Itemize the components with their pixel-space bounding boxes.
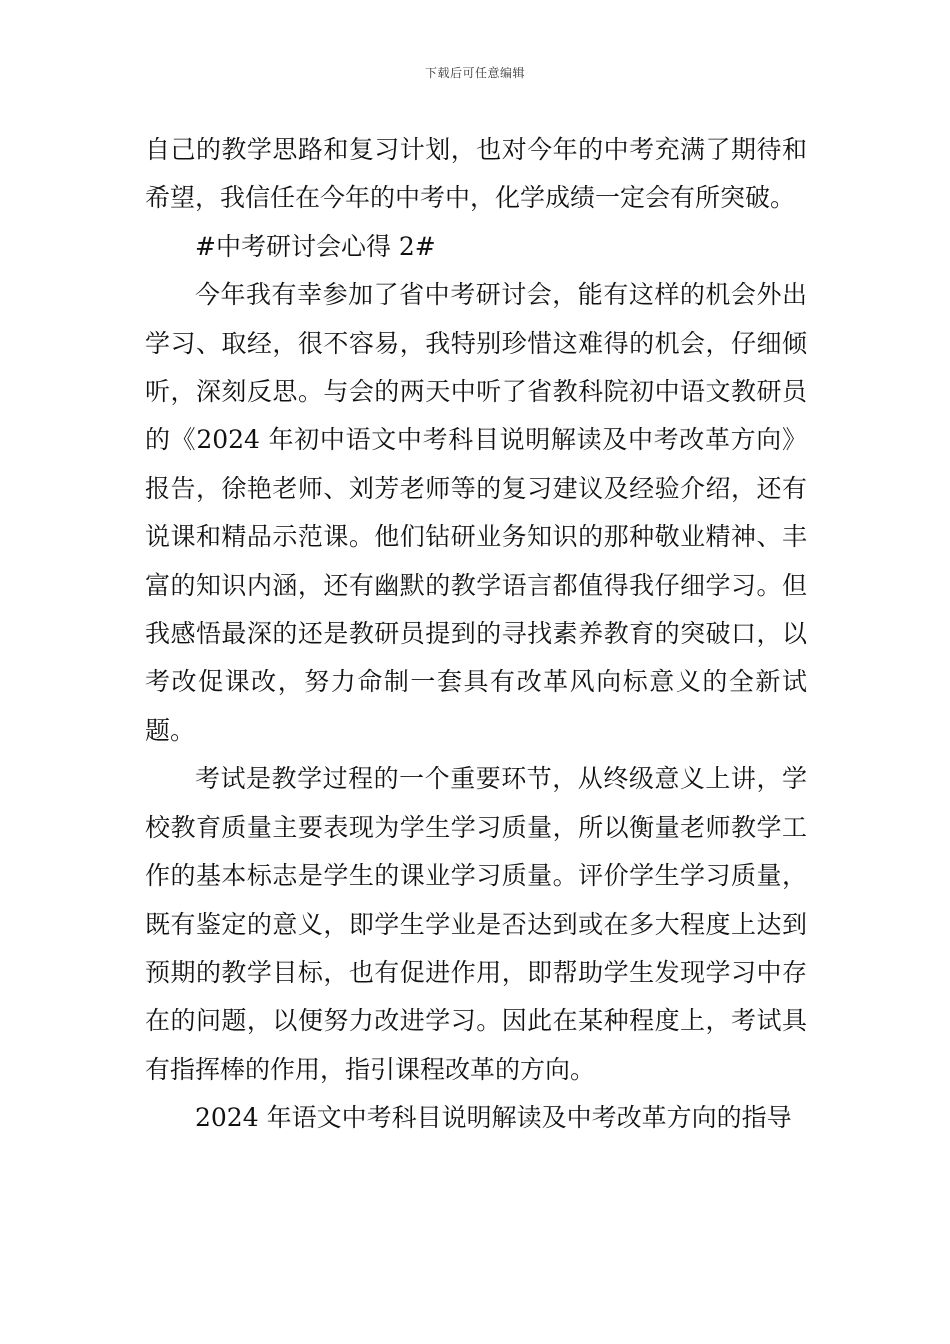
text-line: 和希望，我信任在今年的中考中，化学成绩一定会有所突 [145,135,807,213]
text-line: 方向》报告，徐艳老师、刘芳老师等的复习建议及经验介 [145,425,807,503]
paragraph [145,271,807,755]
text-line: 标意义的全新试题。 [145,667,807,745]
text-line: 质量，既有鉴定的意义，即学生学业是否达到或在多大程 [145,861,807,939]
paragraph [145,1094,807,1142]
document-body [145,126,807,1143]
text-line: 学校教育质量主要表现为学生学习质量，所以衡量老师教 [145,764,807,842]
text-line: 仔细学习。但我感悟最深的还是教研员提到的寻找素养教 [145,570,807,649]
text-line: 自己的教学思路和复习计划，也对今年的中考充满了期待 [145,135,782,164]
text-line: 业精神、丰富的知识内涵，还有幽默的教学语言都值得我 [145,522,807,600]
text-line: 度上，考试具有指挥棒的作用，指引课程改革的方向。 [145,1006,807,1084]
text-line: 绍，还有说课和精品示范课。他们钻研业务知识的那种敬 [145,473,807,552]
text-line: 育的突破口，以考改促课改，努力命制一套具有改革风向 [145,619,807,697]
text-line: 教研员的《2024 年初中语文中考科目说明解读及中考改革 [145,377,807,455]
text-line: 度上达到预期的教学目标，也有促进作用，即帮助学生发 [145,909,807,987]
text-line: 破。 [745,183,796,213]
text-line: 现学习中存在的问题，以便努力改进学习。因此在某种程 [145,957,807,1036]
section-heading [145,223,807,271]
text-line: 2024 年语文中考科目说明解读及中考改革方向的指导 [195,1103,792,1133]
text-line: 学工作的基本标志是学生的课业学习质量。评价学生学习 [145,812,807,891]
heading-text: #中考研讨会心得 2# [195,231,436,261]
text-line: 细倾听，深刻反思。与会的两天中听了省教科院初中语文 [145,328,807,407]
paragraph-continuation [145,126,807,223]
text-line: 考试是教学过程的一个重要环节，从终级意义上讲， [195,764,782,794]
text-line: 今年我有幸参加了省中考研讨会，能有这样的机会外 [195,280,782,310]
text-line: 出学习、取经，很不容易，我特别珍惜这难得的机会，仔 [145,280,807,358]
page-header: 下载后可任意编辑 [424,66,525,80]
paragraph [145,755,807,1094]
